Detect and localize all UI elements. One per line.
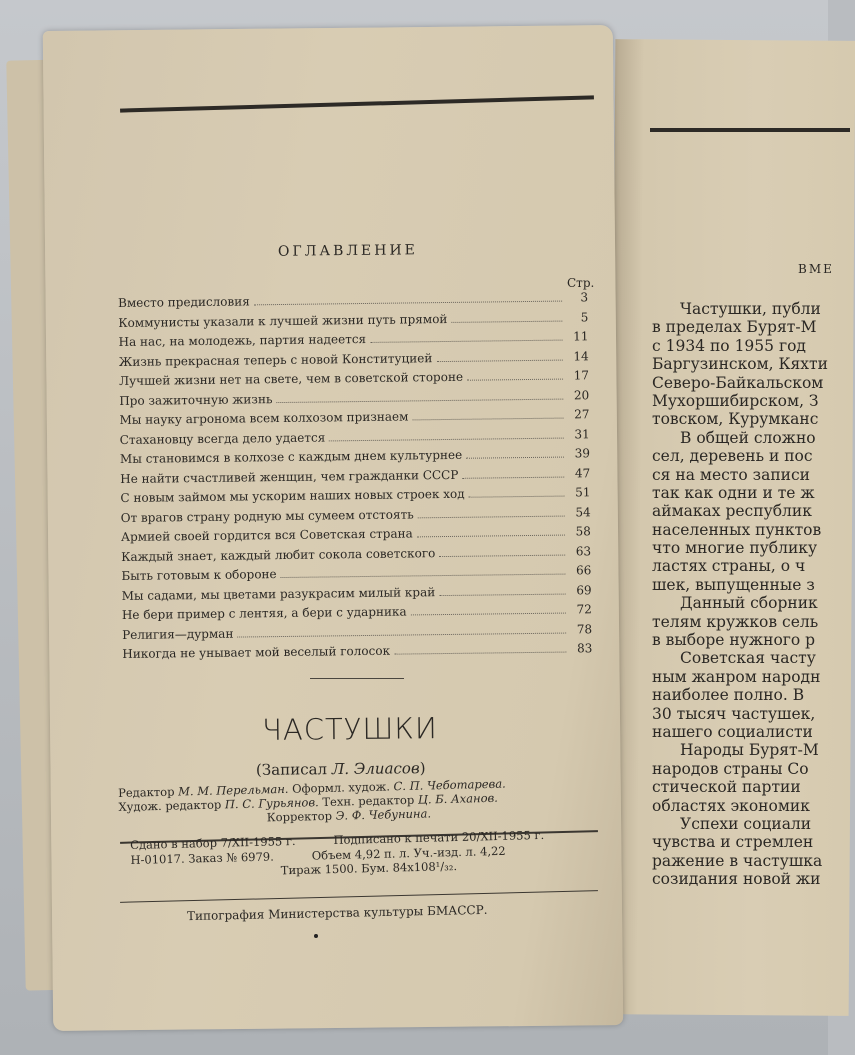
text-line: чувства и стремлен xyxy=(652,833,814,852)
page-column-label: Стр. xyxy=(567,276,595,290)
text-line: ластях страны, о ч xyxy=(652,557,806,576)
toc-entry[interactable]: Никогда не унывает мой веселый голосок 83 xyxy=(122,641,593,661)
toc-entry[interactable]: Армией своей гордится вся Советская страна 58 xyxy=(120,524,591,544)
toc-entry[interactable]: От врагов страну родную мы сумеем отстоять 54 xyxy=(120,504,591,525)
print-line: Н-01017. Заказ № 6979. Объем 4,92 п. л. Уч.-изд. л. 4,22 xyxy=(130,843,506,867)
text-line: Народы Бурят-М xyxy=(680,741,819,760)
table-of-contents xyxy=(118,290,592,666)
toc-entry[interactable]: Стахановцу всегда дело удается 31 xyxy=(119,426,590,447)
toc-entry[interactable]: Мы садами, мы цветами разукрасим милый край 69 xyxy=(121,582,592,603)
printing-house: Типография Министерства культуры БМАССР. xyxy=(186,902,488,924)
text-line: телям кружков сель xyxy=(652,612,819,631)
credits-line: Корректор Э. Ф. Чебунина. xyxy=(266,806,432,825)
toc-entry[interactable]: Мы становимся в колхозе с каждым днем культурнее 39 xyxy=(119,446,591,466)
text-line: с 1934 по 1955 год xyxy=(652,336,806,355)
text-line: ным жанром народн xyxy=(652,667,821,686)
text-line: нашего социалисти xyxy=(652,722,813,741)
text-line: населенных пунктов xyxy=(652,520,822,539)
text-line: В общей сложно xyxy=(680,428,816,447)
toc-entry[interactable]: Коммунисты указали к лучшей жизни путь прямой 5 xyxy=(118,309,589,330)
toc-entry[interactable]: С новым займом мы ускорим наших новых строек ход 51 xyxy=(120,485,591,505)
section-divider xyxy=(310,678,404,679)
toc-entry[interactable]: Религия—дурман 78 xyxy=(122,621,593,642)
text-line: так как одни и те ж xyxy=(652,483,815,502)
text-line: что многие публику xyxy=(652,539,818,558)
text-line: в пределах Бурят-М xyxy=(652,318,817,337)
author-name: Л. Элиасов xyxy=(331,759,420,779)
toc-entry[interactable]: Про зажиточную жизнь 20 xyxy=(119,387,590,408)
text-line: Мухоршибирском, З xyxy=(652,391,819,410)
text-line: шек, выпущенные з xyxy=(652,575,815,594)
text-line: Данный сборник xyxy=(680,594,818,613)
toc-entry[interactable]: Лучшей жизни нет на свете, чем в советской стороне 17 xyxy=(118,368,590,388)
toc-entry[interactable]: Не бери пример с лентяя, а бери с ударника 72 xyxy=(121,602,592,622)
text-line: Баргузинском, Кяхти xyxy=(652,355,828,374)
text-line: ся на место записи xyxy=(652,465,810,484)
print-line: Тираж 1500. Бум. 84х108¹/₃₂. xyxy=(280,859,458,878)
text-line: наиболее полно. В xyxy=(652,686,805,705)
toc-entry[interactable]: Вместо предисловия 3 xyxy=(118,290,589,310)
text-line: товском, Курумканс xyxy=(652,410,819,429)
text-line: Советская часту xyxy=(680,649,816,668)
text-line: в выборе нужного р xyxy=(652,631,816,650)
text-line: областях экономик xyxy=(652,796,810,815)
text-line: ражение в частушка xyxy=(652,851,823,870)
toc-title: ОГЛАВЛЕНИЕ xyxy=(277,242,418,260)
print-line: Сдано в набор 7/XII-1955 г. Подписано к печати 20/XII-1955 г. xyxy=(130,827,545,852)
book-title: ЧАСТУШКИ xyxy=(261,711,438,747)
credits-line: Редактор М. М. Перельман. Оформл. худож. С. П. Чеботарева. xyxy=(118,776,506,800)
toc-entry[interactable]: Не найти счастливей женщин, чем гражданки СССР 47 xyxy=(120,465,591,486)
right-page-heading: ВМЕ xyxy=(798,262,834,276)
toc-entry[interactable]: Быть готовым к обороне 66 xyxy=(121,563,592,583)
text-line: созидания новой жи xyxy=(652,870,821,889)
toc-entry[interactable]: На нас, на молодежь, партия надеется 11 xyxy=(118,329,589,349)
toc-entry[interactable]: Каждый знает, каждый любит сокола советского 63 xyxy=(121,543,592,564)
text-line: 30 тысяч частушек, xyxy=(652,704,816,723)
text-line: народов страны Со xyxy=(652,759,809,778)
text-line: Успехи социали xyxy=(680,814,812,833)
text-line: стической партии xyxy=(652,778,801,797)
text-line: Частушки, публи xyxy=(680,300,821,318)
text-line: аймаках республик xyxy=(652,502,812,521)
right-top-rule xyxy=(650,128,850,132)
book-subtitle: (Записал Л. Элиасов) xyxy=(255,759,426,779)
text-line: сел, деревень и пос xyxy=(652,447,813,466)
ink-dot xyxy=(314,934,318,938)
text-line: Северо-Байкальском xyxy=(652,373,824,392)
toc-entry[interactable]: Мы науку агронома всем колхозом признаем 27 xyxy=(119,407,590,427)
right-page-text xyxy=(652,300,828,889)
credits-line: Худож. редактор П. С. Гурьянов. Техн. редактор Ц. Б. Аханов. xyxy=(118,790,499,814)
toc-entry[interactable]: Жизнь прекрасная теперь с новой Конституцией 14 xyxy=(118,348,589,369)
